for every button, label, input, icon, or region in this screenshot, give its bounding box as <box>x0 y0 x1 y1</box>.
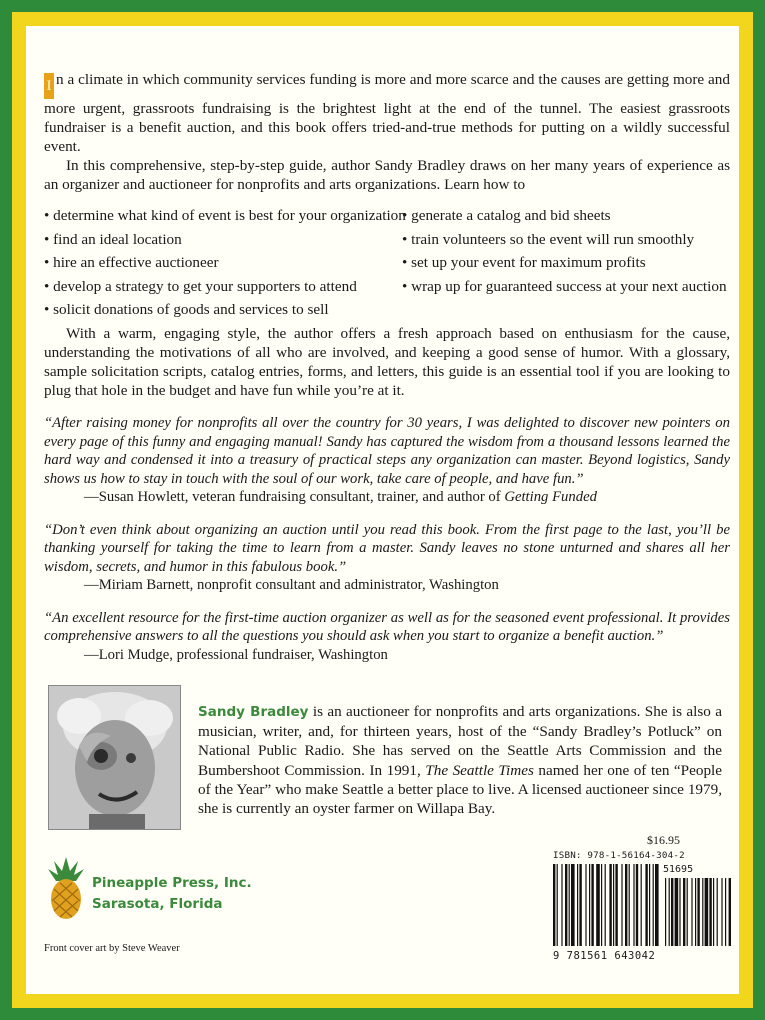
list-item: • solicit donations of goods and services to sell <box>44 301 329 318</box>
testimonial-quote: “Don’t even think about organizing an auction until you read this book. From the first page to the last, you’ll be thanking yourself for taking the time to learn from a master. Sandy leaves no stone unturned and shares all her wisdom, secrets, and humor in this fabulous book.” <box>44 521 730 575</box>
summary-paragraph: With a warm, engaging style, the author offers a fresh approach based on enthusiasm for the cause, understanding the motivations of all who are involved, and keeping a good sense of humor. With a glossary, sample solicitation scripts, catalog entries, forms, and letters, this guide is an essential tool if you are looking to plug that hole in the budget and have fun while you’re at it. <box>44 325 730 399</box>
barcode-digits: 9 781561 643042 <box>553 950 656 962</box>
author-photo <box>48 685 181 830</box>
testimonial-attribution: —Susan Howlett, veteran fundraising consultant, trainer, and author of Getting Funded <box>84 489 597 505</box>
testimonial-attribution: —Miriam Barnett, nonprofit consultant and administrator, Washington <box>84 577 499 593</box>
bullet-list <box>44 204 730 324</box>
barcode-bars <box>553 864 737 950</box>
list-item: • train volunteers so the event will run smoothly <box>402 230 695 248</box>
publisher-location: Sarasota, Florida <box>92 896 223 912</box>
list-item: • set up your event for maximum profits <box>402 254 646 271</box>
intro-paragraph-2: In this comprehensive, step-by-step guide, author Sandy Bradley draws on her many years of experience as an organizer and auctioneer for nonprofits and arts organizations. Learn how to <box>44 157 730 193</box>
list-item: • wrap up for guaranteed success at your next auction <box>402 277 727 295</box>
cover-art-credit: Front cover art by Steve Weaver <box>44 943 180 954</box>
publisher-name: Pineapple Press, Inc. <box>92 875 252 891</box>
pineapple-icon <box>46 855 86 921</box>
intro-paragraph: I n a climate in which community services funding is more and more scarce and the causes are getting more and more urgent, grassroots fundraising is the brightest light at the end of the tunnel. The easiest grassroots fundraiser is a benefit auction, and this book offers tried-and-true methods for putting on a wildly successful event. <box>44 71 730 155</box>
description <box>44 70 730 664</box>
list-item: • generate a catalog and bid sheets <box>402 207 611 224</box>
bullet-column-left <box>44 204 406 322</box>
price-code-digits: 51695 <box>663 864 694 875</box>
back-cover-panel <box>26 26 739 994</box>
list-item: • find an ideal location <box>44 230 182 248</box>
bullet-column-right <box>402 204 727 298</box>
testimonial-quote: “After raising money for nonprofits all over the country for 30 years, I was delighted to discover new pointers on every page of this funny and engaging manual! Sandy has captured the wisdom from a thousand lessons learned the hard way and condensed it into a treasury of practical steps any organization can master. Beyond logistics, Sandy shows us how to stay in touch with the soul of our work, take care of people, and have fun.” <box>44 415 730 487</box>
author-bio: Sandy Bradley is an auctioneer for nonprofits and arts organizations. She is also a musician, writer, and, for thirteen years, host of the “Sandy Bradley’s Potluck” on National Public Radio. She has served on the Seattle Arts Commission and the Bumbershoot Commission. In 1991, The Seattle Times named her one of ten “People of the Year” who make Seattle a better place to live. A licensed auctioneer since 1979, she is currently an oyster farmer on Willapa Bay. <box>198 703 722 818</box>
list-item: • develop a strategy to get your supporters to attend <box>44 277 357 295</box>
publisher-block <box>46 855 286 925</box>
author-name: Sandy Bradley <box>198 704 309 720</box>
list-item: • determine what kind of event is best for your organization <box>44 207 406 224</box>
price: $16.95 <box>647 833 680 847</box>
isbn-label: ISBN: 978-1-56164-304-2 <box>553 850 685 861</box>
testimonial-quote: “An excellent resource for the first-time auction organizer as well as for the seasoned event professional. It provides comprehensive answers to all the questions you should ask when you start to organize a benefit auction.” <box>44 609 730 644</box>
barcode <box>553 850 737 968</box>
testimonial-attribution: —Lori Mudge, professional fundraiser, Washington <box>84 646 388 663</box>
list-item: • hire an effective auctioneer <box>44 254 219 271</box>
drop-cap: I <box>44 73 54 99</box>
